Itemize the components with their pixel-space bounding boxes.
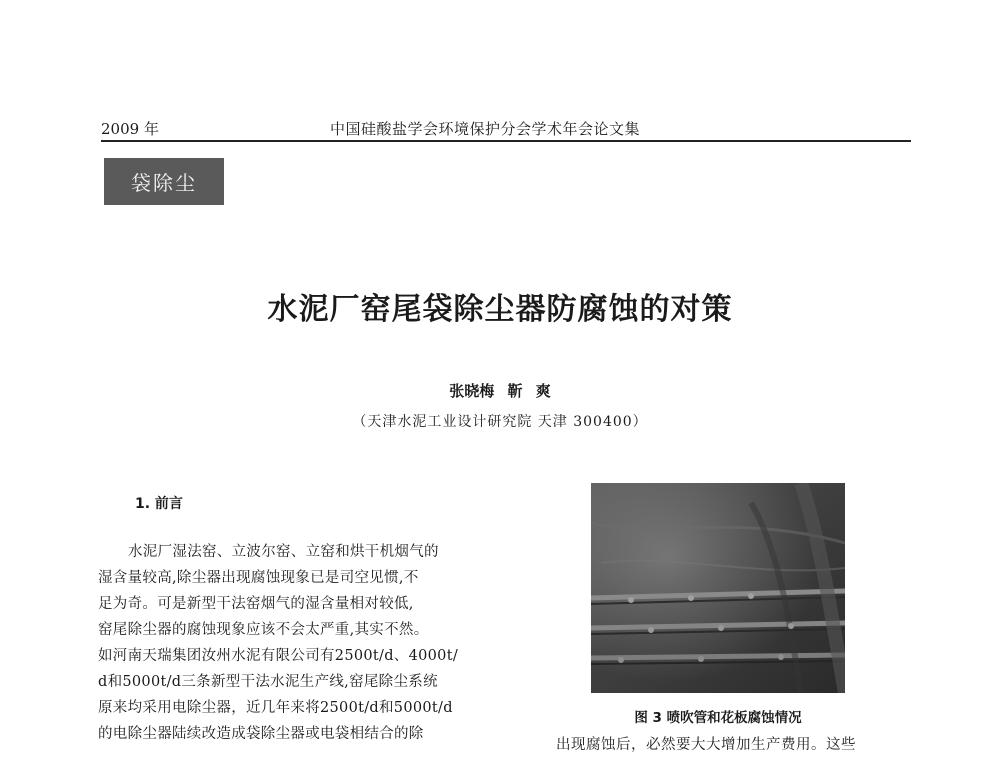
right-column-text-line: 出现腐蚀后，必然要大大增加生产费用。这些 (556, 737, 856, 753)
article-affiliation: （天津水泥工业设计研究院 天津 300400） (352, 414, 648, 430)
header-year: 2009 年 (101, 120, 159, 138)
figure-photo (591, 483, 845, 693)
figure-caption: 图 3 喷吹管和花板腐蚀情况 (634, 710, 802, 726)
body-text-line: 原来均采用电除尘器，近几年来将2500t/d和5000t/d (98, 700, 453, 716)
body-text-line: 的电除尘器陆续改造成袋除尘器或电袋相结合的除 (98, 726, 424, 742)
header-journal-title: 中国硅酸盐学会环境保护分会学术年会论文集 (330, 120, 641, 138)
body-text-line: 水泥厂湿法窑、立波尔窑、立窑和烘干机烟气的 (128, 544, 439, 560)
section-heading: 1. 前言 (135, 496, 183, 512)
body-text-line: 窑尾除尘器的腐蚀现象应该不会太严重,其实不然。 (98, 622, 429, 638)
article-title: 水泥厂窑尾袋除尘器防腐蚀的对策 (267, 292, 733, 327)
body-text-line: 如河南天瑞集团汝州水泥有限公司有2500t/d、4000t/ (98, 648, 459, 664)
section-badge: 袋除尘 (104, 158, 224, 205)
body-text-line: 湿含量较高,除尘器出现腐蚀现象已是司空见惯,不 (98, 570, 419, 586)
header-divider (101, 140, 911, 142)
body-text-line: 足为奇。可是新型干法窑烟气的湿含量相对较低, (98, 596, 414, 612)
body-text-line: d和5000t/d三条新型干法水泥生产线,窑尾除尘系统 (98, 674, 438, 690)
article-authors: 张晓梅 靳 爽 (449, 382, 551, 400)
